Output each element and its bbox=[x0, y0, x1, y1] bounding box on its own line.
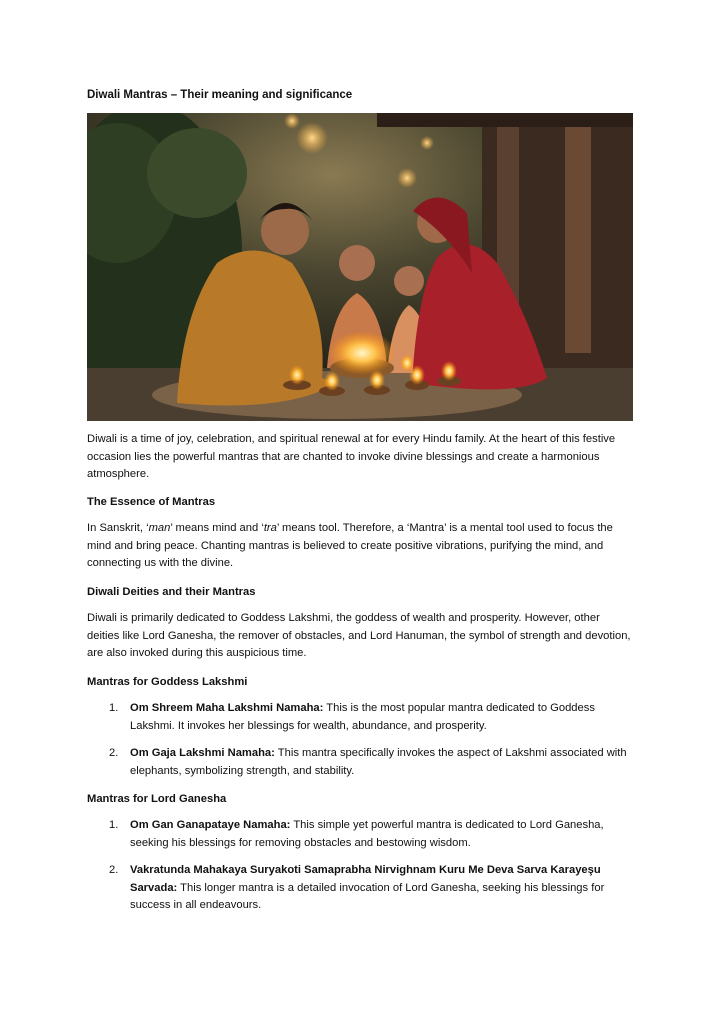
photo-illustration bbox=[87, 113, 633, 421]
deities-paragraph: Diwali is primarily dedicated to Goddess Lakshmi, the goddess of wealth and prosperity. However, other deities like Lord Ganesha, the remover of obstacles, and Lord Hanuman, the symbol of strength and devotion, are also invoked during this auspicious time. bbox=[87, 612, 631, 660]
essence-paragraph: In Sanskrit, ‘man’ means mind and ‘tra’ means tool. Therefore, a ‘Mantra’ is a mental tool used to focus the mind and bring peace. Chanting mantras is believed to create positive vibrations, purifying the mind, and connecting us with the divine. bbox=[87, 522, 613, 570]
lakshmi-heading: Mantras for Goddess Lakshmi bbox=[87, 676, 248, 688]
family-diya-photo bbox=[87, 113, 633, 421]
deities-heading: Diwali Deities and their Mantras bbox=[87, 586, 256, 598]
intro-paragraph: Diwali is a time of joy, celebration, and spiritual renewal at for every Hindu family. At the heart of this festive occasion lies the powerful mantras that are chanted to invoke divine blessings and create a harmonious atmosphere. bbox=[87, 433, 616, 481]
ganesha-heading: Mantras for Lord Ganesha bbox=[87, 793, 227, 805]
essence-heading: The Essence of Mantras bbox=[87, 496, 216, 508]
document-title: Diwali Mantras – Their meaning and significance bbox=[87, 89, 353, 101]
